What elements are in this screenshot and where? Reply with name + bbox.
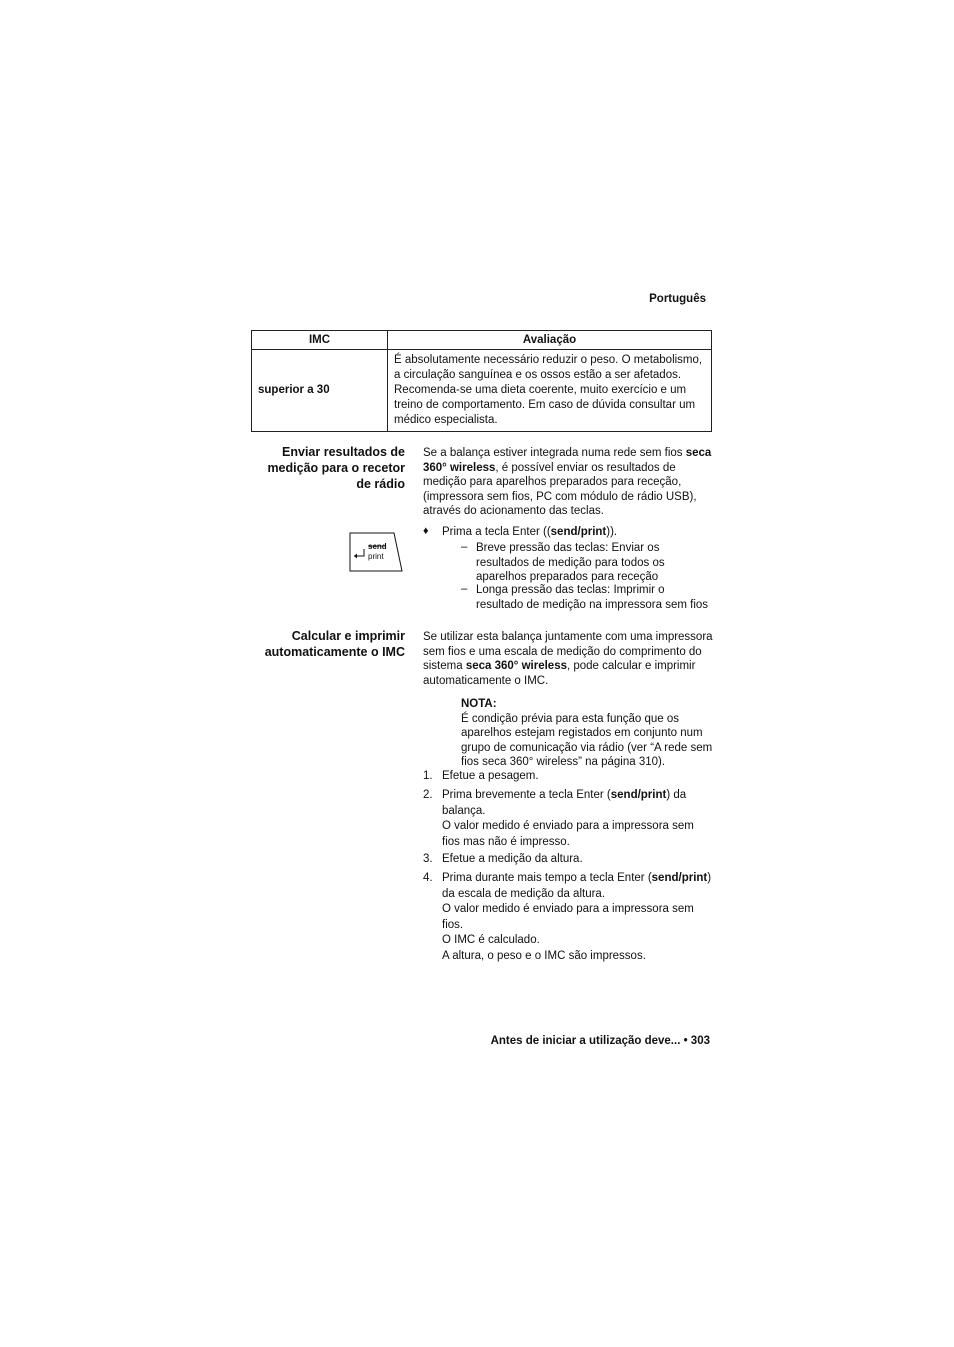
bullet-icon: ♦: [423, 525, 429, 537]
key-name: send/print: [550, 526, 607, 538]
table-cell-imc: superior a 30: [252, 350, 388, 432]
table-header-imc: IMC: [252, 331, 388, 350]
step-text: Prima brevemente a tecla Enter (: [442, 789, 611, 801]
table-cell-evaluation: É absolutamente necessário reduzir o peso. O metabolismo, a circulação sanguínea e os ossos estão a ser afetados. Recomenda-se uma dieta coerente, muito exercício e um treino de comportamento. Em caso de dúvida consultar um médico especialista.: [388, 350, 712, 432]
step-text: Prima durante mais tempo a tecla Enter (: [442, 872, 652, 884]
intro-text: , pode calcular e imprimir automaticamente o IMC.: [423, 660, 696, 687]
heading-line: automaticamente o IMC: [264, 645, 405, 659]
note-title: NOTA:: [461, 698, 497, 710]
section-heading-bmi: [240, 628, 405, 660]
dash-icon: –: [461, 541, 468, 553]
step-text: ) da balança.: [442, 789, 687, 817]
step-result: O IMC é calculado.: [442, 934, 540, 946]
heading-line: Calcular e imprimir: [291, 629, 405, 643]
step-result: O valor medido é enviado para a impressora sem fios mas não é impresso.: [442, 820, 694, 848]
key-label-print: print: [368, 552, 384, 561]
dash-item: Longa pressão das teclas: Imprimir o resultado de medição na impressora sem fios: [476, 584, 709, 611]
step-text: ) da escala de medição da altura.: [442, 872, 712, 900]
table-header-evaluation: Avaliação: [388, 331, 712, 350]
dash-icon: –: [461, 583, 468, 595]
step-text: Efetue a pesagem.: [442, 770, 539, 782]
bullet-item: [442, 525, 712, 540]
note-text: É condição prévia para esta função que os aparelhos estejam registados em conjunto num grupo de comunicação via rádio (ver “A rede sem fios seca 360° wireless” na página 310).: [461, 712, 713, 768]
heading-line: medição para o recetor: [267, 461, 405, 475]
table-header-row: [252, 331, 712, 350]
key-label-send: send: [368, 542, 387, 551]
language-label: Português: [649, 293, 706, 305]
step-number: 2.: [423, 789, 433, 801]
step-result: A altura, o peso e o IMC são impressos.: [442, 949, 646, 962]
page-footer: Antes de iniciar a utilização deve... • 303: [490, 1035, 710, 1047]
bullet-text: Prima a tecla Enter ((: [442, 526, 551, 538]
send-intro-paragraph: [423, 446, 715, 519]
intro-text: , é possível enviar os resultados de medição para aparelhos preparados para receção, (impressora sem fios, PC com módulo de rádio USB), através do acionamento das teclas.: [423, 461, 697, 517]
bullet-text: )).: [606, 526, 618, 538]
bmi-intro-paragraph: [423, 630, 715, 688]
step-text: Efetue a medição da altura.: [442, 853, 583, 865]
dash-item: Breve pressão das teclas: Enviar os resultados de medição para todos os aparelhos preparados para receção: [476, 542, 665, 583]
note-box: [461, 697, 713, 770]
bmi-table: [251, 330, 712, 432]
section-heading-send: [240, 444, 405, 492]
step-result: O valor medido é enviado para a impressora sem fios.: [442, 903, 694, 931]
key-name: send/print: [610, 789, 667, 801]
heading-line: de rádio: [356, 477, 405, 491]
step-item: [442, 871, 712, 964]
step-number: 1.: [423, 770, 433, 782]
step-item: [442, 852, 712, 868]
intro-text: Se a balança estiver integrada numa rede sem fios: [423, 447, 686, 459]
intro-text: Se utilizar esta balança juntamente com uma impressora sem fios e uma escala de medição do comprimento do sistema: [423, 631, 713, 672]
step-number: 4.: [423, 872, 433, 884]
send-print-key-icon: [349, 532, 403, 572]
step-number: 3.: [423, 853, 433, 865]
table-row: [252, 350, 712, 432]
step-item: [442, 788, 712, 850]
product-name: seca 360° wireless: [465, 660, 567, 672]
heading-line: Enviar resultados de: [282, 445, 405, 459]
step-item: [442, 769, 712, 785]
product-name: seca 360° wireless: [423, 447, 712, 474]
key-name: send/print: [651, 872, 708, 884]
